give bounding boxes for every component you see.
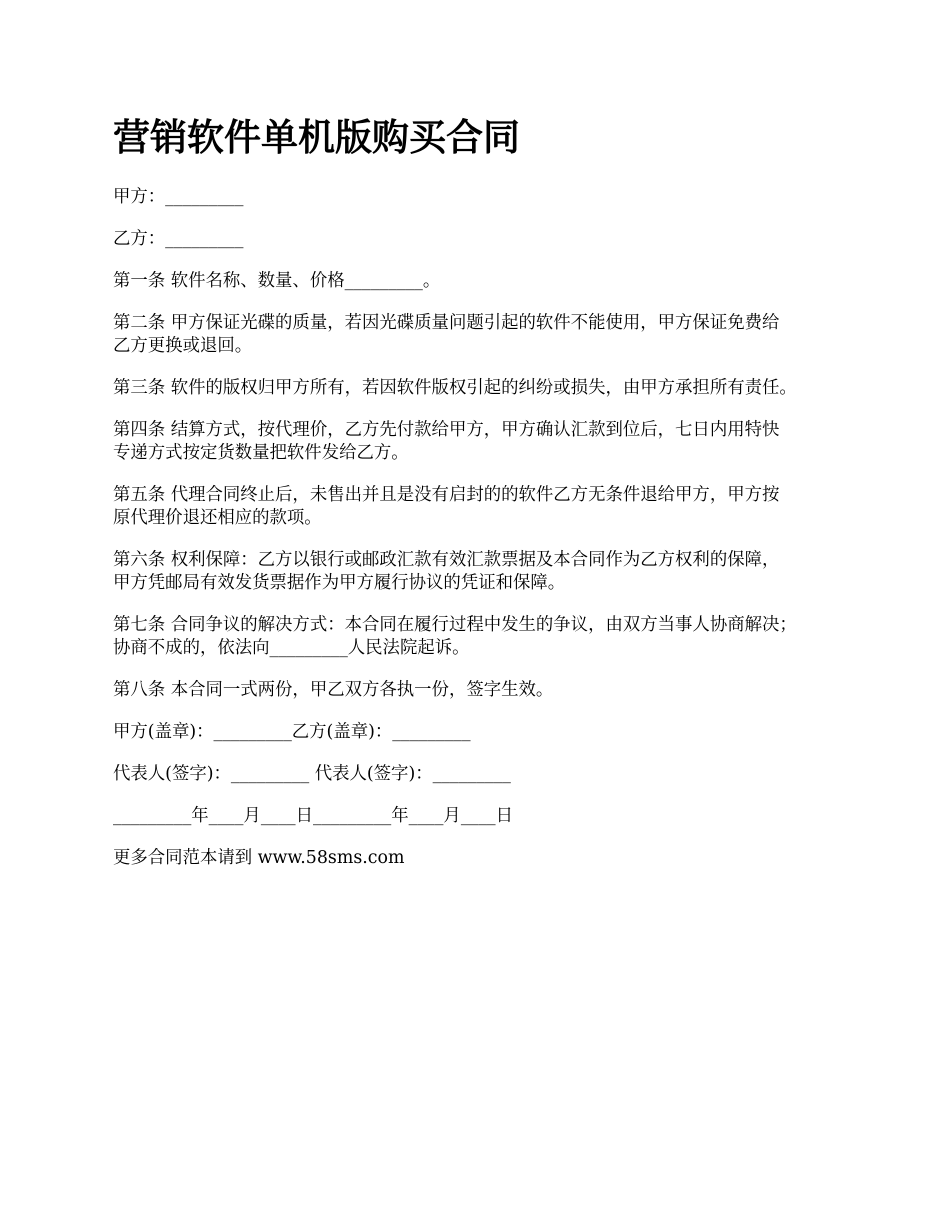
footer-note: 更多合同范本请到 www.58sms.com [113, 848, 405, 868]
clause-8: 第八条 本合同一式两份，甲乙双方各执一份，签字生效。 [113, 680, 554, 700]
clause-7: 第七条 合同争议的解决方式：本合同在履行过程中发生的争议，由双方当事人协商解决； 协商不成的，依法向_________人民法院起诉。 [113, 615, 797, 658]
clause-1: 第一条 软件名称、数量、价格_________。 [113, 271, 441, 291]
clause-3: 第三条 软件的版权归甲方所有，若因软件版权引起的纠纷或损失，由甲方承担所有责任。 [113, 378, 797, 398]
signature-line: 代表人(签字)：_________ 代表人(签字)：_________ [113, 764, 511, 784]
party-a-line: 甲方：_________ [113, 187, 244, 207]
document-title: 营销软件单机版购买合同 [113, 115, 520, 159]
seal-line: 甲方(盖章)：_________乙方(盖章)：_________ [113, 722, 471, 742]
clause-2: 第二条 甲方保证光碟的质量，若因光碟质量问题引起的软件不能使用，甲方保证免费给 乙方更换或退回。 [113, 313, 780, 356]
clause-4: 第四条 结算方式，按代理价，乙方先付款给甲方，甲方确认汇款到位后，七日内用特快 专递方式按定货数量把软件发给乙方。 [113, 420, 780, 463]
party-b-line: 乙方：_________ [113, 229, 244, 249]
clause-6: 第六条 权利保障：乙方以银行或邮政汇款有效汇款票据及本合同作为乙方权利的保障， 甲方凭邮局有效发货票据作为甲方履行协议的凭证和保障。 [113, 550, 780, 593]
document-body [113, 112, 853, 889]
clause-5: 第五条 代理合同终止后，未售出并且是没有启封的的软件乙方无条件退给甲方，甲方按 原代理价退还相应的款项。 [113, 485, 780, 528]
date-line: _________年____月____日_________年____月____日 [113, 806, 513, 826]
